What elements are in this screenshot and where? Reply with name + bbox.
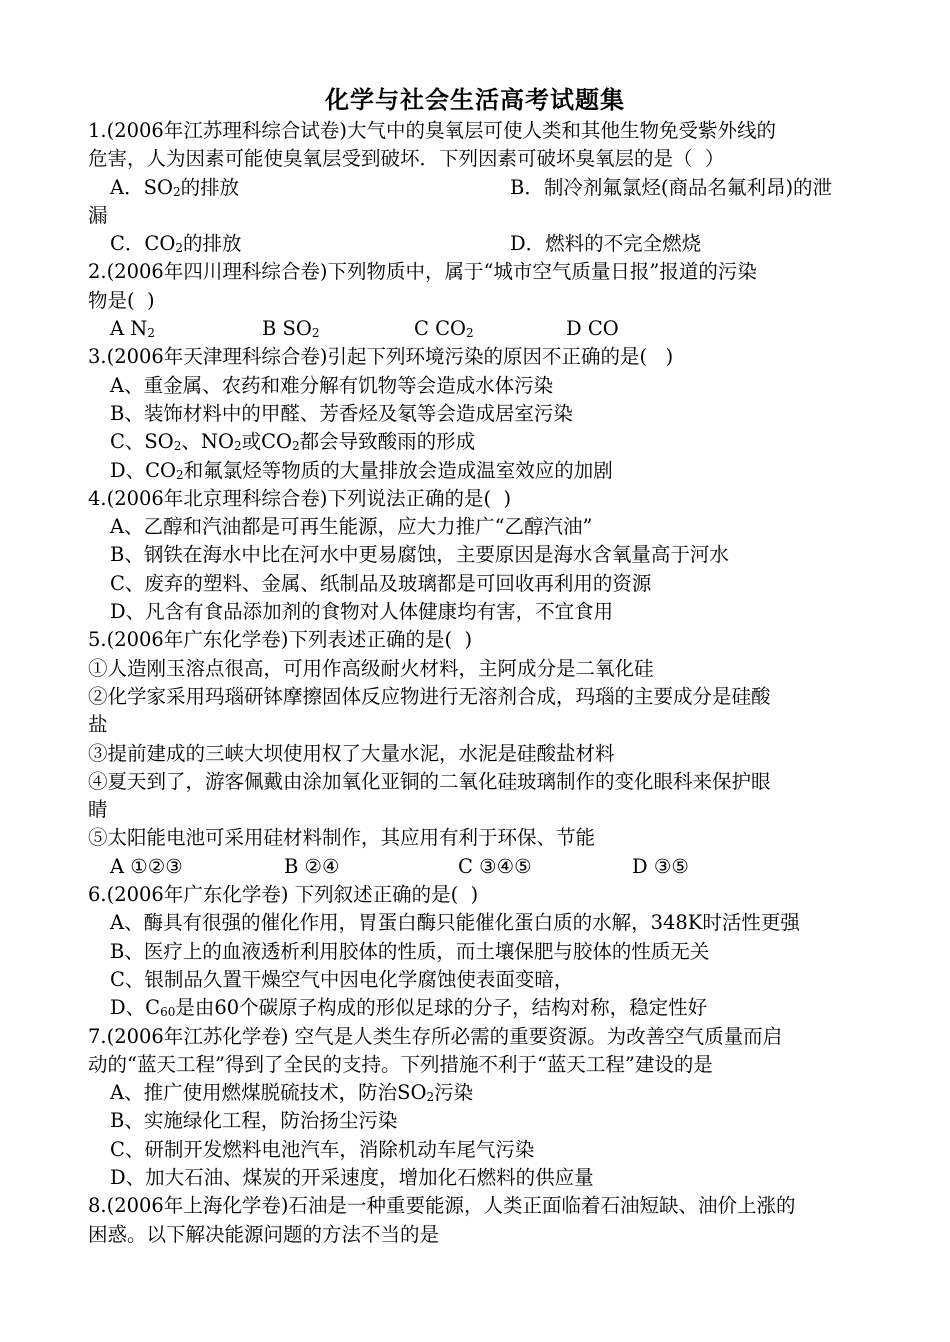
q5-stem: 5.(2006年广东化学卷)下列表述正确的是( ) <box>88 628 473 652</box>
q5-statement-4: ④夏天到了，游客佩戴由涂加氧化亚铜的二氧化硅玻璃制作的变化眼科来保护眼 <box>88 769 771 793</box>
q7-option-a: A、推广使用燃煤脱硫技术，防治$SO_2$污染 <box>110 1081 474 1105</box>
q2-option-b: B $SO_2$ <box>262 317 320 341</box>
q6-option-a: A、酶具有很强的催化作用，胃蛋白酶只能催化蛋白质的水解，348K时活性更强 <box>110 911 800 935</box>
q2-stem-line-2: 物是( ) <box>88 288 155 312</box>
q6-option-d: D、$C_{60}$是由60个碳原子构成的形似足球的分子，结构对称，稳定性好 <box>110 996 708 1020</box>
q7-option-c: C、研制开发燃料电池汽车，消除机动车尾气污染 <box>110 1137 535 1161</box>
q4-option-a: A、乙醇和汽油都是可再生能源，应大力推广“乙醇汽油” <box>110 515 593 539</box>
q1-options-cd <box>88 230 873 258</box>
q1-option-c: C．$CO_2$的排放 <box>110 232 242 256</box>
q5-option-c: C ③④⑤ <box>458 854 532 878</box>
q4-stem: 4.(2006年北京理科综合卷)下列说法正确的是( ) <box>88 486 512 510</box>
q4-option-c: C、废弃的塑料、金属、纸制品及玻璃都是可回收再利用的资源 <box>110 571 652 595</box>
q5-statement-2-cont: 盐 <box>88 713 108 737</box>
q5-statement-2: ②化学家采用玛瑙研钵摩擦固体反应物进行无溶剂合成，玛瑙的主要成分是硅酸 <box>88 684 771 708</box>
q3-option-b: B、装饰材料中的甲醛、芳香烃及氡等会造成居室污染 <box>110 401 573 425</box>
q2-option-a: A $N_2$ <box>110 317 155 341</box>
q2-stem-line-1: 2.(2006年四川理科综合卷)下列物质中，属于“城市空气质量日报”报道的污染 <box>88 260 757 284</box>
q6-option-b: B、医疗上的血液透析利用胶体的性质，而土壤保肥与胶体的性质无关 <box>110 939 710 963</box>
q1-options-ab <box>88 174 873 202</box>
q3-option-d: D、$CO_2$和氟氯烃等物质的大量排放会造成温室效应的加剧 <box>110 458 613 482</box>
q6-stem: 6.(2006年广东化学卷) 下列叙述正确的是( ) <box>88 883 479 907</box>
q5-statement-3: ③提前建成的三峡大坝使用权了大量水泥，水泥是硅酸盐材料 <box>88 741 615 765</box>
q4-option-d: D、凡含有食品添加剂的食物对人体健康均有害，不宜食用 <box>110 600 614 624</box>
q2-options <box>88 315 873 343</box>
q7-stem-line-1: 7.(2006年江苏化学卷) 空气是人类生存所必需的重要资源。为改善空气质量而启 <box>88 1024 783 1048</box>
q1-option-a: A．$SO_2$的排放 <box>110 175 240 199</box>
q2-option-c: C $CO_2$ <box>414 317 474 341</box>
q5-options <box>88 853 873 881</box>
q1-stem-line-1: 1.(2006年江苏理科综合试卷)大气中的臭氧层可使人类和其他生物免受紫外线的 <box>88 119 776 142</box>
q6-option-c: C、银制品久置干燥空气中因电化学腐蚀使表面变暗， <box>110 967 574 991</box>
q5-option-d: D ③⑤ <box>632 854 689 878</box>
q5-option-b: B ②④ <box>284 854 340 878</box>
q1-option-b: B．制冷剂氟氯烃(商品名氟利昂)的泄 <box>510 175 833 199</box>
q5-statement-4-cont: 睛 <box>88 798 108 822</box>
q7-option-d: D、加大石油、煤炭的开采速度，增加化石燃料的供应量 <box>110 1165 594 1189</box>
document-body <box>88 117 873 1249</box>
q1-option-d: D．燃料的不完全燃烧 <box>510 232 702 256</box>
q1-stem-line-2: 危害，人为因素可能使臭氧层受到破坏．下列因素可破坏臭氧层的是（ ） <box>88 147 725 171</box>
q5-option-a: A ①②③ <box>110 854 183 878</box>
q8-stem-line-1: 8.(2006年上海化学卷)石油是一种重要能源，人类正面临着石油短缺、油价上涨的 <box>88 1194 796 1218</box>
q5-statement-5: ⑤太阳能电池可采用硅材料制作，其应用有利于环保、节能 <box>88 826 596 850</box>
q3-option-a: A、重金属、农药和难分解有饥物等会造成水体污染 <box>110 373 554 397</box>
q1-option-b-cont: 漏 <box>88 203 108 227</box>
q3-option-c: C、$SO_2$、$NO_2$或$CO_2$都会导致酸雨的形成 <box>110 430 476 454</box>
q5-statement-1: ①人造刚玉溶点很高，可用作高级耐火材料，主阿成分是二氧化硅 <box>88 656 654 680</box>
q4-option-b: B、钢铁在海水中比在河水中更易腐蚀，主要原因是海水含氧量高于河水 <box>110 543 729 567</box>
q2-option-d: D CO <box>566 317 619 341</box>
document-title: 化学与社会生活高考试题集 <box>325 86 625 114</box>
q7-stem-line-2: 动的“蓝天工程”得到了全民的支持。下列措施不利于“蓝天工程”建设的是 <box>88 1052 713 1076</box>
q7-option-b: B、实施绿化工程，防治扬尘污染 <box>110 1109 398 1133</box>
q3-stem: 3.(2006年天津理科综合卷)引起下列环境污染的原因不正确的是( ) <box>88 345 674 369</box>
q8-stem-line-2: 困惑。以下解决能源问题的方法不当的是 <box>88 1222 440 1246</box>
